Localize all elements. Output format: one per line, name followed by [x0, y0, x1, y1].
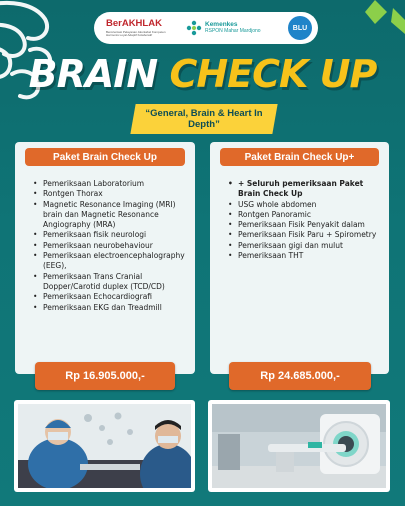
package-item-list	[228, 179, 381, 261]
blu-logo: BLU	[288, 16, 312, 40]
berakhlak-logo	[106, 19, 168, 37]
list-item: • Pemeriksaan Echocardiografi	[33, 292, 187, 302]
list-item: • Pemeriksaan Trans Cranial Dopper/Carotid duplex (TCD/CD)	[33, 272, 187, 293]
kemenkes-mark-icon	[186, 20, 202, 36]
list-item: • Pemeriksaan gigi dan mulut	[228, 241, 381, 251]
mri-scanner-photo	[208, 400, 390, 492]
doctor-consultation-photo	[14, 400, 195, 492]
package-card-brain-check-up	[15, 142, 195, 374]
list-item: • Rontgen Panoramic	[228, 210, 381, 220]
list-item: • Pemeriksaan Laboratorium	[33, 179, 187, 189]
title-check-up: CHECK UP	[169, 52, 377, 96]
package-title: Paket Brain Check Up+	[220, 148, 379, 166]
list-item: • Magnetic Resonance Imaging (MRI) brain dan Magnetic Resonance Angiography (MRA)	[33, 200, 187, 231]
list-item: • Rontgen Thorax	[33, 189, 187, 199]
package-item-list	[33, 179, 187, 313]
corner-decoration-icon	[365, 0, 405, 34]
package-title: Paket Brain Check Up	[25, 148, 185, 166]
list-item: • Pemeriksaan electroencephalography (EEG),	[33, 251, 187, 272]
berakhlak-text: BerAKHLAK	[106, 18, 162, 30]
list-item: • USG whole abdomen	[228, 200, 381, 210]
price-badge-brain-check-up-plus: Rp 24.685.000,-	[229, 362, 371, 390]
package-card-brain-check-up-plus	[210, 142, 389, 374]
kemenkes-logo	[186, 20, 261, 36]
doctor-consultation-image	[18, 404, 191, 488]
list-item: • Pemeriksaan fisik neurologi	[33, 230, 187, 240]
page-title	[0, 52, 405, 96]
mri-scanner-image	[212, 404, 386, 488]
subtitle-banner	[130, 104, 277, 134]
list-item: • Pemeriksaan Fisik Paru + Spirometry	[228, 230, 381, 240]
list-item: • Pemeriksaan THT	[228, 251, 381, 261]
price-badge-brain-check-up: Rp 16.905.000,-	[35, 362, 175, 390]
hospital-name: RSPON Mahar Mardjono	[205, 27, 261, 34]
list-item: • Pemeriksaan Fisik Penyakit dalam	[228, 220, 381, 230]
title-brain: BRAIN	[28, 52, 158, 96]
kemenkes-name: Kemenkes	[205, 20, 238, 28]
list-item: • Pemeriksaan EKG dan Treadmill	[33, 303, 187, 313]
list-item: • Pemeriksaan neurobehaviour	[33, 241, 187, 251]
subtitle-text: “General, Brain & Heart In Depth”	[145, 108, 263, 130]
berakhlak-tagline: Berorientasi Pelayanan Akuntabel Kompeten Harmonis Loyal Adaptif Kolaboratif	[106, 29, 166, 37]
logo-bar	[94, 12, 318, 44]
list-item: • + Seluruh pemeriksaan Paket Brain Check Up	[228, 179, 381, 200]
